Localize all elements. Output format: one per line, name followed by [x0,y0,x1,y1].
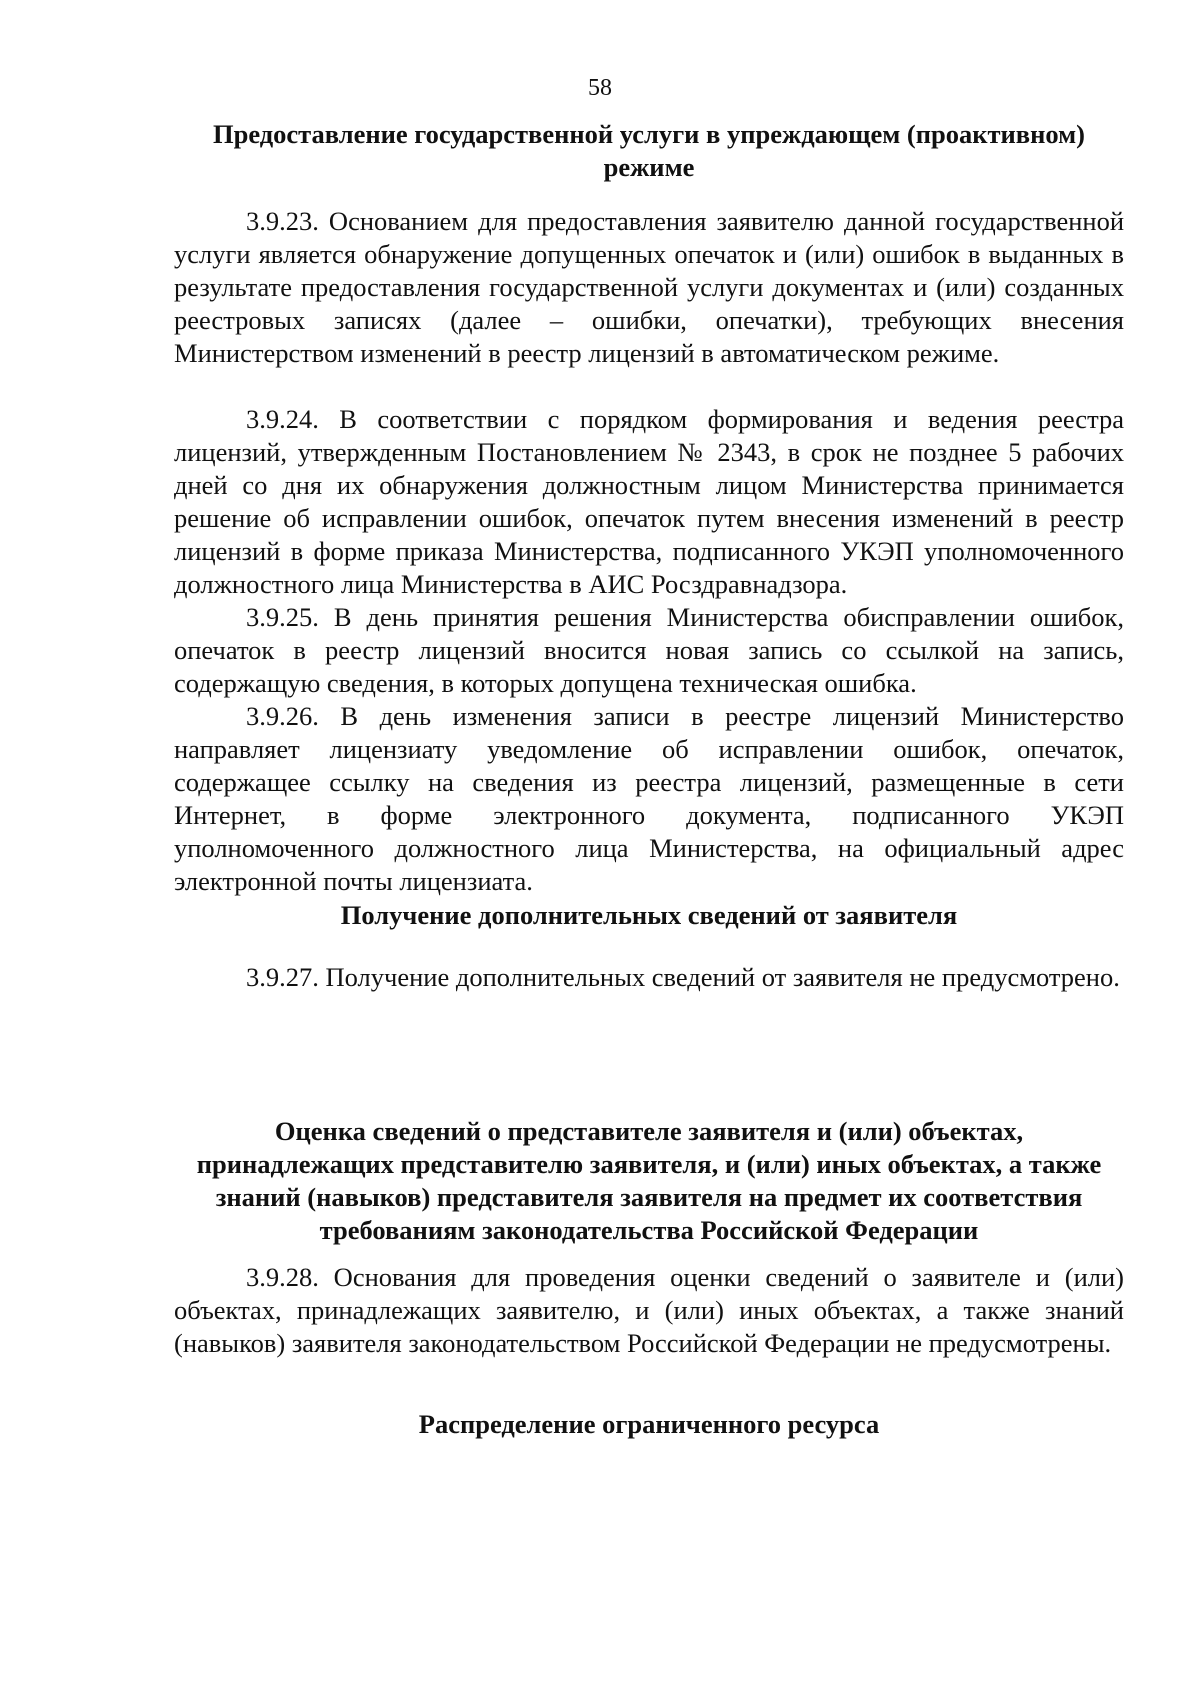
section-heading-limited-resource: Распределение ограниченного ресурса [418,1409,880,1439]
paragraph-3-9-27: 3.9.27. Получение дополнительных сведений от заявителя не предусмотрено. [246,962,1120,992]
paragraph-3-9-25: 3.9.25. В день принятия решения Министерства обисправлении ошибок, опечаток в реестр лицензий вносится новая запись со ссылкой на запись, содержащую сведения, в которых допущена техническая ошибка. [174,602,1124,698]
paragraph-3-9-23: 3.9.23. Основанием для предоставления заявителю данной государственной услуги является обнаружение допущенных опечаток и (или) ошибок в выданных в результате предоставления государственной услуги документах и (или) созданных реестровых записях (далее – ошибки, опечатки), требующих внесения Министерством изменений в реестр лицензий в автоматическом режиме. [174,206,1124,368]
paragraph-3-9-24: 3.9.24. В соответствии с порядком формирования и ведения реестра лицензий, утвержденным Постановлением № 2343, в срок не позднее 5 рабочих дней со дня их обнаружения должностным лицом Министерства принимается решение об исправлении ошибок, опечаток путем внесения изменений в реестр лицензий в форме приказа Министерства, подписанного УКЭП уполномоченного должностного лица Министерства в АИС Росздравнадзора. [174,404,1124,599]
paragraph-3-9-26: 3.9.26. В день изменения записи в реестре лицензий Министерство направляет лицензиату уведомление об исправлении ошибок, опечаток, содержащее ссылку на сведения из реестра лицензий, размещенные в сети Интернет, в форме электронного документа, подписанного УКЭП уполномоченного должностного лица Министерства, на официальный адрес электронной почты лицензиата. [174,701,1124,896]
page-number: 58 [588,75,612,101]
section-heading-additional-info: Получение дополнительных сведений от заявителя [340,900,958,930]
section-heading-representative-assessment: Оценка сведений о представителе заявителя и (или) объектах, принадлежащих представителю заявителя, и (или) иных объектах, а также знаний (навыков) представителя заявителя на предмет их соответствия требованиям законодательства Российской Федерации [196,1116,1102,1245]
paragraph-3-9-28: 3.9.28. Основания для проведения оценки сведений о заявителе и (или) объектах, принадлежащих заявителю, и (или) иных объектах, а также знаний (навыков) заявителя законодательством Российской Федерации не предусмотрены. [174,1262,1124,1358]
section-heading-proactive-mode: Предоставление государственной услуги в упреждающем (проактивном) режиме [212,119,1086,182]
